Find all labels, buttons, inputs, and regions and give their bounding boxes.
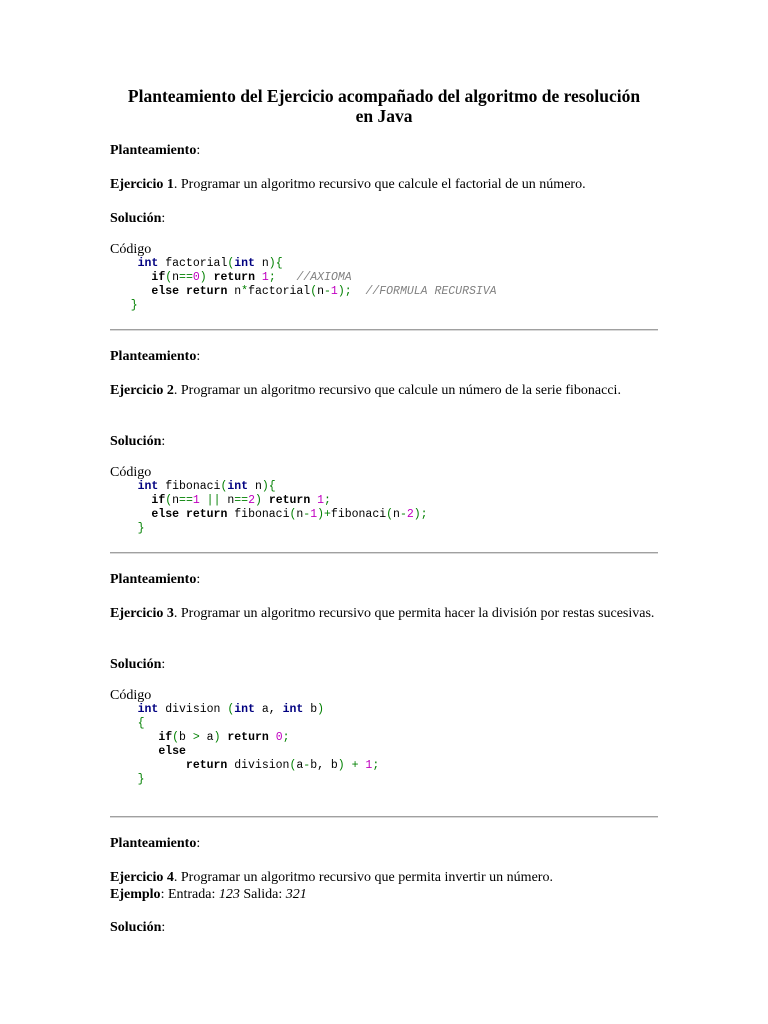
- exercise-3-text: Programar un algoritmo recursivo que permita hacer la división por restas sucesivas.: [177, 606, 655, 621]
- exercise-3-heading: Ejercicio 3: [110, 606, 174, 621]
- document-title: [110, 86, 658, 126]
- code-line: {: [137, 716, 145, 730]
- code-line: if(n==1 || n==2) return 1;: [151, 493, 331, 507]
- planteamiento-label-4: Planteamiento:: [110, 836, 201, 851]
- exercise-4-text: Programar un algoritmo recursivo que permita invertir un número.: [177, 870, 553, 885]
- solucion-label-1: Solución:: [110, 211, 166, 226]
- section-divider-2: [110, 552, 658, 554]
- planteamiento-label-2: Planteamiento:: [110, 349, 201, 364]
- exercise-2-statement: Ejercicio 2. Programar un algoritmo recursivo que calcule un número de la serie fibonacci.: [110, 383, 621, 398]
- example-output: 321: [285, 887, 307, 902]
- code-line: }: [137, 772, 145, 786]
- title-line-2: en Java: [355, 106, 413, 126]
- code-line: else: [158, 744, 186, 758]
- solucion-label-3: Solución:: [110, 657, 166, 672]
- codigo-label-1: Código: [110, 242, 152, 257]
- exercise-1-heading: Ejercicio 1: [110, 177, 174, 192]
- code-line: if(b > a) return 0;: [158, 730, 290, 744]
- exercise-2-heading: Ejercicio 2: [110, 383, 174, 398]
- code-line: }: [130, 298, 138, 312]
- example-label: Ejemplo: [110, 887, 161, 902]
- section-divider-3: [110, 816, 658, 818]
- code-line: else return fibonaci(n-1)+fibonaci(n-2);: [151, 507, 428, 521]
- code-line: if(n==0) return 1; //AXIOMA: [151, 270, 352, 284]
- exercise-2-text: Programar un algoritmo recursivo que calcule un número de la serie fibonacci.: [177, 383, 621, 398]
- code-line: else return n*factorial(n-1); //FORMULA RECURSIVA: [151, 284, 497, 298]
- exercise-1-text: Programar un algoritmo recursivo que calcule el factorial de un número.: [177, 177, 586, 192]
- title-line-1: Planteamiento del Ejercicio acompañado del algoritmo de resolución: [127, 86, 641, 106]
- code-line: int factorial(int n){: [137, 257, 283, 270]
- exercise-1-statement: Ejercicio 1. Programar un algoritmo recursivo que calcule el factorial de un número.: [110, 177, 586, 192]
- code-line: int fibonaci(int n){: [137, 480, 276, 493]
- code-block-factorial: [110, 257, 497, 313]
- section-divider-1: [110, 329, 658, 331]
- codigo-label-3: Código: [110, 688, 152, 703]
- exercise-4-statement: Ejercicio 4. Programar un algoritmo recursivo que permita invertir un número.: [110, 870, 553, 885]
- exercise-3-statement: Ejercicio 3. Programar un algoritmo recursivo que permita hacer la división por restas sucesivas.: [110, 606, 655, 621]
- planteamiento-label-1: Planteamiento:: [110, 143, 201, 158]
- solucion-label-2: Solución:: [110, 434, 166, 449]
- code-line: int division (int a, int b): [137, 703, 325, 716]
- code-block-division: [110, 703, 379, 786]
- code-block-fibonaci: [110, 480, 428, 536]
- solucion-label-4: Solución:: [110, 920, 166, 935]
- planteamiento-label-3: Planteamiento:: [110, 572, 201, 587]
- codigo-label-2: Código: [110, 465, 152, 480]
- code-line: }: [137, 521, 145, 535]
- code-line: return division(a-b, b) + 1;: [185, 758, 380, 772]
- exercise-4-heading: Ejercicio 4: [110, 870, 174, 885]
- exercise-4-example: Ejemplo: Entrada: 123 Salida: 321: [110, 887, 307, 902]
- example-input: 123: [218, 887, 240, 902]
